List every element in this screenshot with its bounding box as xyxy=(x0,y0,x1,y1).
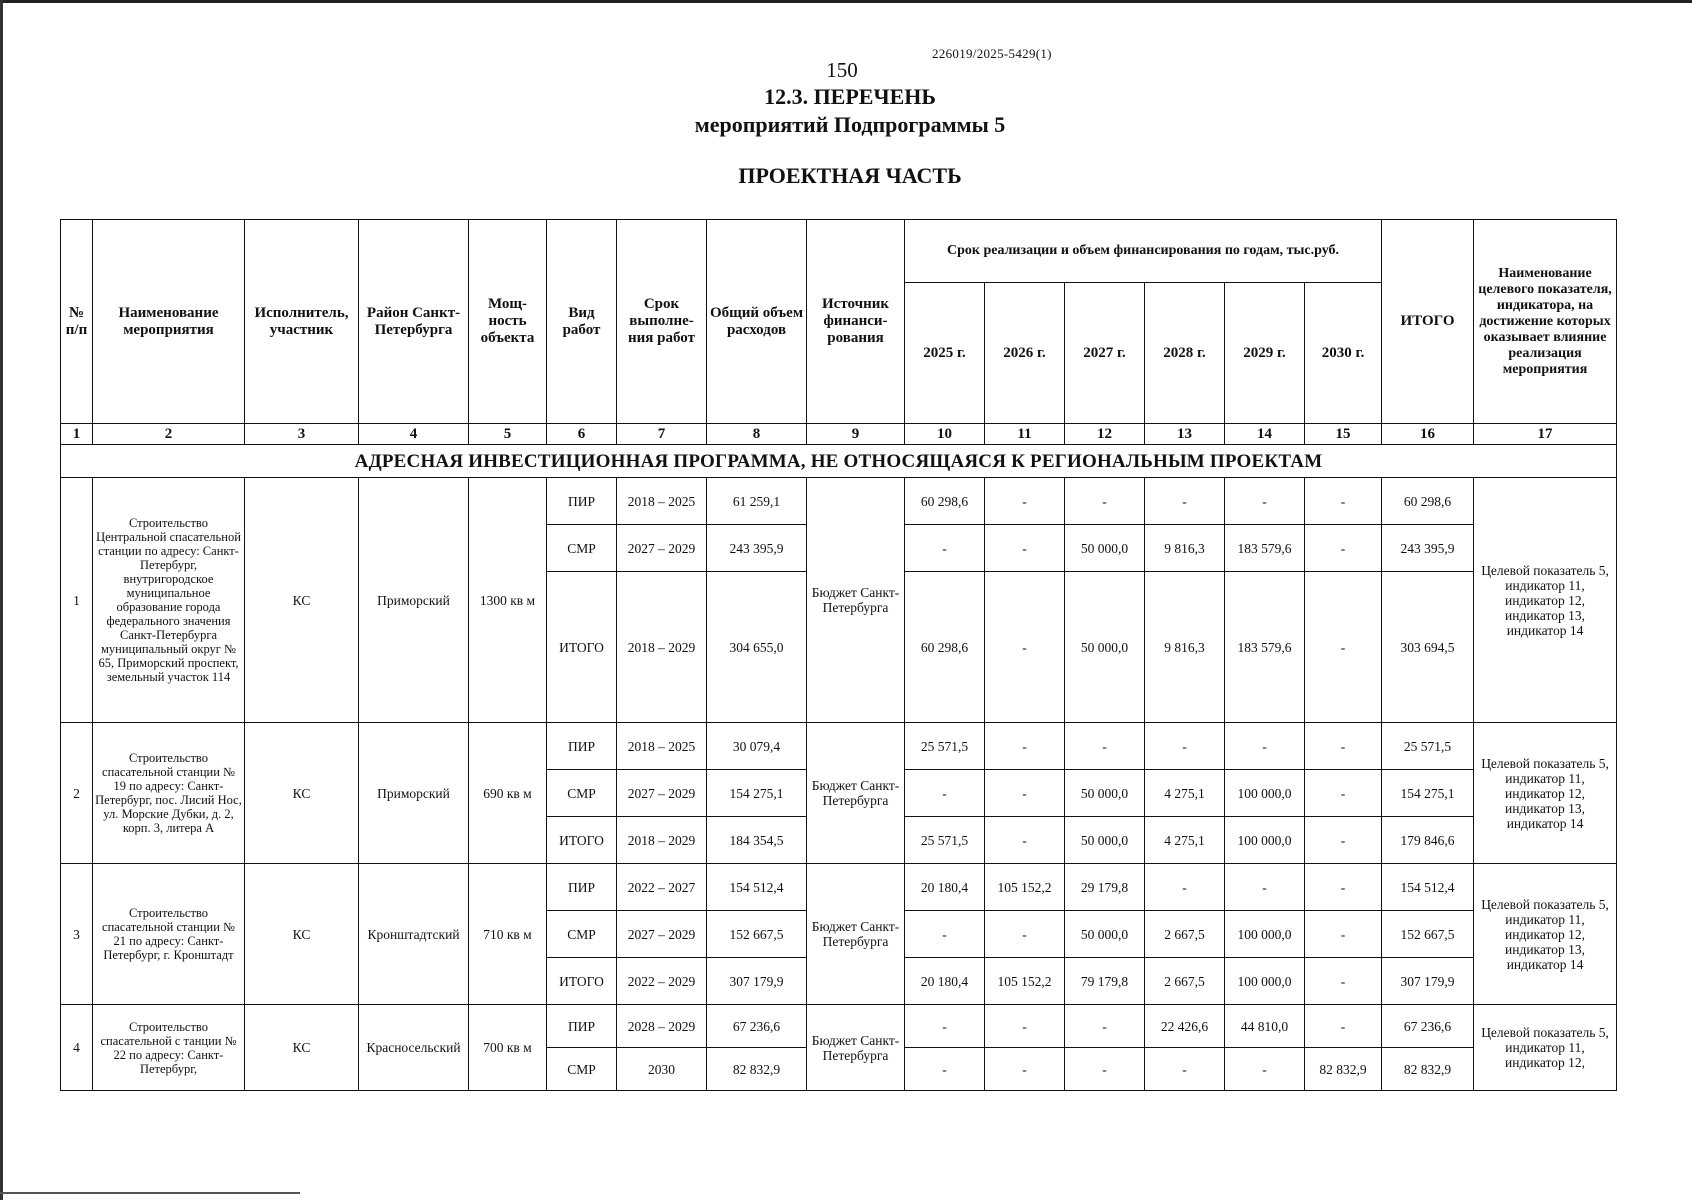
term-cell: 2027 – 2029 xyxy=(617,770,707,817)
itogo-cell: 60 298,6 xyxy=(1382,478,1474,525)
header-work-type: Вид работ xyxy=(547,220,617,424)
term-cell: 2018 – 2029 xyxy=(617,572,707,723)
item-funding-source: Бюджет Санкт-Петербурга xyxy=(807,1005,905,1091)
col-number: 11 xyxy=(985,424,1065,445)
term-cell: 2030 xyxy=(617,1048,707,1091)
scan-top-border xyxy=(0,0,1692,3)
work-type-cell: ПИР xyxy=(547,723,617,770)
year-value-cell: - xyxy=(1145,864,1225,911)
section-heading: ПРОЕКТНАЯ ЧАСТЬ xyxy=(738,163,962,188)
item-number: 1 xyxy=(61,478,93,723)
year-value-cell: 183 579,6 xyxy=(1225,572,1305,723)
year-value-cell: - xyxy=(905,1048,985,1091)
year-value-cell: 60 298,6 xyxy=(905,478,985,525)
document-title: 12.3. ПЕРЕЧЕНЬ xyxy=(764,84,936,109)
item-name: Строительство спасательной станции № 19 по адресу: Санкт-Петербург, пос. Лисий Нос, ул. Морские Дубки, д. 2, корп. 3, литера А xyxy=(93,723,245,864)
year-value-cell: - xyxy=(1305,478,1382,525)
year-value-cell: - xyxy=(1305,723,1382,770)
header-term: Срок выполне-ния работ xyxy=(617,220,707,424)
item-indicator: Целевой показатель 5, индикатор 11, индикатор 12, xyxy=(1474,1005,1617,1091)
scan-bottom-line xyxy=(0,1192,300,1194)
col-number: 1 xyxy=(61,424,93,445)
item-indicator: Целевой показатель 5, индикатор 11, индикатор 12, индикатор 13, индикатор 14 xyxy=(1474,864,1617,1005)
year-value-cell: 9 816,3 xyxy=(1145,525,1225,572)
col-number: 3 xyxy=(245,424,359,445)
year-value-cell: 20 180,4 xyxy=(905,864,985,911)
term-cell: 2018 – 2025 xyxy=(617,723,707,770)
year-value-cell: 82 832,9 xyxy=(1305,1048,1382,1091)
itogo-cell: 152 667,5 xyxy=(1382,911,1474,958)
header-year-2026: 2026 г. xyxy=(985,283,1065,424)
work-type-cell: СМР xyxy=(547,911,617,958)
year-value-cell: 100 000,0 xyxy=(1225,911,1305,958)
column-numbers-row xyxy=(61,424,1617,445)
year-value-cell: 4 275,1 xyxy=(1145,770,1225,817)
year-value-cell: - xyxy=(985,525,1065,572)
item-funding-source: Бюджет Санкт-Петербурга xyxy=(807,864,905,1005)
itogo-cell: 179 846,6 xyxy=(1382,817,1474,864)
header-itogo: ИТОГО xyxy=(1382,220,1474,424)
total-cost-cell: 154 512,4 xyxy=(707,864,807,911)
item-name: Строительство спасательной с танции № 22 по адресу: Санкт-Петербург, xyxy=(93,1005,245,1091)
year-value-cell: - xyxy=(985,723,1065,770)
table-row xyxy=(61,864,1617,911)
year-value-cell: - xyxy=(1145,478,1225,525)
item-district: Кронштадтский xyxy=(359,864,469,1005)
year-value-cell: 50 000,0 xyxy=(1065,817,1145,864)
total-cost-cell: 152 667,5 xyxy=(707,911,807,958)
year-value-cell: - xyxy=(1305,572,1382,723)
page-number: 150 xyxy=(826,58,858,82)
item-capacity: 690 кв м xyxy=(469,723,547,864)
year-value-cell: - xyxy=(905,525,985,572)
header-source: Источник финанси-рования xyxy=(807,220,905,424)
total-cost-cell: 243 395,9 xyxy=(707,525,807,572)
item-executor: КС xyxy=(245,864,359,1005)
table-row xyxy=(61,723,1617,770)
header-year-2028: 2028 г. xyxy=(1145,283,1225,424)
year-value-cell: - xyxy=(1225,864,1305,911)
year-value-cell: - xyxy=(905,770,985,817)
header-total-cost: Общий объем расходов xyxy=(707,220,807,424)
year-value-cell: 50 000,0 xyxy=(1065,911,1145,958)
year-value-cell: - xyxy=(1145,1048,1225,1091)
header-year-2029: 2029 г. xyxy=(1225,283,1305,424)
col-number: 14 xyxy=(1225,424,1305,445)
item-number: 4 xyxy=(61,1005,93,1091)
work-type-cell: ИТОГО xyxy=(547,958,617,1005)
term-cell: 2028 – 2029 xyxy=(617,1005,707,1048)
total-cost-cell: 82 832,9 xyxy=(707,1048,807,1091)
work-type-cell: ПИР xyxy=(547,478,617,525)
itogo-cell: 154 512,4 xyxy=(1382,864,1474,911)
year-value-cell: 50 000,0 xyxy=(1065,525,1145,572)
year-value-cell: 25 571,5 xyxy=(905,723,985,770)
header-executor: Исполнитель, участник xyxy=(245,220,359,424)
col-number: 13 xyxy=(1145,424,1225,445)
work-type-cell: СМР xyxy=(547,525,617,572)
year-value-cell: 9 816,3 xyxy=(1145,572,1225,723)
term-cell: 2018 – 2025 xyxy=(617,478,707,525)
col-number: 2 xyxy=(93,424,245,445)
year-value-cell: 79 179,8 xyxy=(1065,958,1145,1005)
year-value-cell: 2 667,5 xyxy=(1145,911,1225,958)
year-value-cell: - xyxy=(1305,864,1382,911)
term-cell: 2027 – 2029 xyxy=(617,911,707,958)
item-executor: КС xyxy=(245,723,359,864)
year-value-cell: 100 000,0 xyxy=(1225,958,1305,1005)
year-value-cell: 105 152,2 xyxy=(985,864,1065,911)
year-value-cell: - xyxy=(1305,958,1382,1005)
table-row xyxy=(61,478,1617,525)
col-number: 16 xyxy=(1382,424,1474,445)
year-value-cell: - xyxy=(985,572,1065,723)
year-value-cell: - xyxy=(905,911,985,958)
document-subtitle: мероприятий Подпрограммы 5 xyxy=(694,112,1006,137)
item-name: Строительство Центральной спасательной станции по адресу: Санкт-Петербург, внутригородское муниципальное образование города федерального значения Санкт-Петербурга муниципальный округ № 65, Приморский проспект, земельный участок 114 xyxy=(93,478,245,723)
item-indicator: Целевой показатель 5, индикатор 11, индикатор 12, индикатор 13, индикатор 14 xyxy=(1474,478,1617,723)
header-year-2027: 2027 г. xyxy=(1065,283,1145,424)
item-indicator: Целевой показатель 5, индикатор 11, индикатор 12, индикатор 13, индикатор 14 xyxy=(1474,723,1617,864)
item-district: Приморский xyxy=(359,478,469,723)
work-type-cell: ИТОГО xyxy=(547,572,617,723)
header-period: Срок реализации и объем финансирования по годам, тыс.руб. xyxy=(905,220,1382,283)
year-value-cell: - xyxy=(1065,478,1145,525)
term-cell: 2027 – 2029 xyxy=(617,525,707,572)
itogo-cell: 82 832,9 xyxy=(1382,1048,1474,1091)
year-value-cell: 20 180,4 xyxy=(905,958,985,1005)
year-value-cell: - xyxy=(1145,723,1225,770)
total-cost-cell: 61 259,1 xyxy=(707,478,807,525)
col-number: 9 xyxy=(807,424,905,445)
total-cost-cell: 154 275,1 xyxy=(707,770,807,817)
itogo-cell: 67 236,6 xyxy=(1382,1005,1474,1048)
year-value-cell: 29 179,8 xyxy=(1065,864,1145,911)
item-capacity: 1300 кв м xyxy=(469,478,547,723)
term-cell: 2022 – 2027 xyxy=(617,864,707,911)
year-value-cell: - xyxy=(1305,525,1382,572)
work-type-cell: СМР xyxy=(547,1048,617,1091)
col-number: 17 xyxy=(1474,424,1617,445)
year-value-cell: 100 000,0 xyxy=(1225,770,1305,817)
item-number: 2 xyxy=(61,723,93,864)
header-year-2030: 2030 г. xyxy=(1305,283,1382,424)
year-value-cell: - xyxy=(1305,911,1382,958)
table-row xyxy=(61,1005,1617,1048)
year-value-cell: - xyxy=(1305,817,1382,864)
itogo-cell: 154 275,1 xyxy=(1382,770,1474,817)
year-value-cell: - xyxy=(1065,723,1145,770)
itogo-cell: 243 395,9 xyxy=(1382,525,1474,572)
total-cost-cell: 30 079,4 xyxy=(707,723,807,770)
total-cost-cell: 184 354,5 xyxy=(707,817,807,864)
scan-left-border xyxy=(0,0,3,1200)
header-name: Наименование мероприятия xyxy=(93,220,245,424)
col-number: 4 xyxy=(359,424,469,445)
section-row xyxy=(61,445,1617,478)
item-funding-source: Бюджет Санкт-Петербурга xyxy=(807,478,905,723)
year-value-cell: - xyxy=(985,817,1065,864)
year-value-cell: 44 810,0 xyxy=(1225,1005,1305,1048)
col-number: 6 xyxy=(547,424,617,445)
col-number: 5 xyxy=(469,424,547,445)
col-number: 7 xyxy=(617,424,707,445)
year-value-cell: 22 426,6 xyxy=(1145,1005,1225,1048)
year-value-cell: 50 000,0 xyxy=(1065,572,1145,723)
year-value-cell: 105 152,2 xyxy=(985,958,1065,1005)
itogo-cell: 25 571,5 xyxy=(1382,723,1474,770)
col-number: 12 xyxy=(1065,424,1145,445)
work-type-cell: ПИР xyxy=(547,864,617,911)
work-type-cell: ПИР xyxy=(547,1005,617,1048)
document-registration-number: 226019/2025-5429(1) xyxy=(932,46,1052,61)
year-value-cell: 2 667,5 xyxy=(1145,958,1225,1005)
year-value-cell: 50 000,0 xyxy=(1065,770,1145,817)
term-cell: 2022 – 2029 xyxy=(617,958,707,1005)
header-row xyxy=(61,220,1617,283)
itogo-cell: 307 179,9 xyxy=(1382,958,1474,1005)
item-district: Красносельский xyxy=(359,1005,469,1091)
year-value-cell: - xyxy=(985,770,1065,817)
work-type-cell: ИТОГО xyxy=(547,817,617,864)
term-cell: 2018 – 2029 xyxy=(617,817,707,864)
total-cost-cell: 304 655,0 xyxy=(707,572,807,723)
year-value-cell: 60 298,6 xyxy=(905,572,985,723)
year-value-cell: - xyxy=(1225,478,1305,525)
header-num: № п/п xyxy=(61,220,93,424)
section-title: АДРЕСНАЯ ИНВЕСТИЦИОННАЯ ПРОГРАММА, НЕ ОТНОСЯЩАЯСЯ К РЕГИОНАЛЬНЫМ ПРОЕКТАМ xyxy=(61,445,1617,478)
item-executor: КС xyxy=(245,478,359,723)
item-capacity: 700 кв м xyxy=(469,1005,547,1091)
year-value-cell: - xyxy=(1305,1005,1382,1048)
year-value-cell: 100 000,0 xyxy=(1225,817,1305,864)
itogo-cell: 303 694,5 xyxy=(1382,572,1474,723)
item-name: Строительство спасательной станции № 21 по адресу: Санкт-Петербург, г. Кронштадт xyxy=(93,864,245,1005)
year-value-cell: 4 275,1 xyxy=(1145,817,1225,864)
year-value-cell: 183 579,6 xyxy=(1225,525,1305,572)
year-value-cell: - xyxy=(1305,770,1382,817)
col-number: 10 xyxy=(905,424,985,445)
col-number: 15 xyxy=(1305,424,1382,445)
header-year-2025: 2025 г. xyxy=(905,283,985,424)
year-value-cell: - xyxy=(1225,723,1305,770)
year-value-cell: - xyxy=(905,1005,985,1048)
item-funding-source: Бюджет Санкт-Петербурга xyxy=(807,723,905,864)
header-indicator: Наименование целевого показателя, индикатора, на достижение которых оказывает влияние реализация мероприятия xyxy=(1474,220,1617,424)
year-value-cell: - xyxy=(1065,1048,1145,1091)
header-district: Район Санкт-Петербурга xyxy=(359,220,469,424)
year-value-cell: - xyxy=(1225,1048,1305,1091)
measures-table xyxy=(60,219,1617,1091)
item-capacity: 710 кв м xyxy=(469,864,547,1005)
item-number: 3 xyxy=(61,864,93,1005)
total-cost-cell: 67 236,6 xyxy=(707,1005,807,1048)
col-number: 8 xyxy=(707,424,807,445)
item-executor: КС xyxy=(245,1005,359,1091)
year-value-cell: 25 571,5 xyxy=(905,817,985,864)
item-district: Приморский xyxy=(359,723,469,864)
year-value-cell: - xyxy=(985,478,1065,525)
year-value-cell: - xyxy=(985,1048,1065,1091)
table-body xyxy=(61,220,1617,1091)
year-value-cell: - xyxy=(985,1005,1065,1048)
header-capacity: Мощ-ность объекта xyxy=(469,220,547,424)
year-value-cell: - xyxy=(985,911,1065,958)
total-cost-cell: 307 179,9 xyxy=(707,958,807,1005)
year-value-cell: - xyxy=(1065,1005,1145,1048)
work-type-cell: СМР xyxy=(547,770,617,817)
